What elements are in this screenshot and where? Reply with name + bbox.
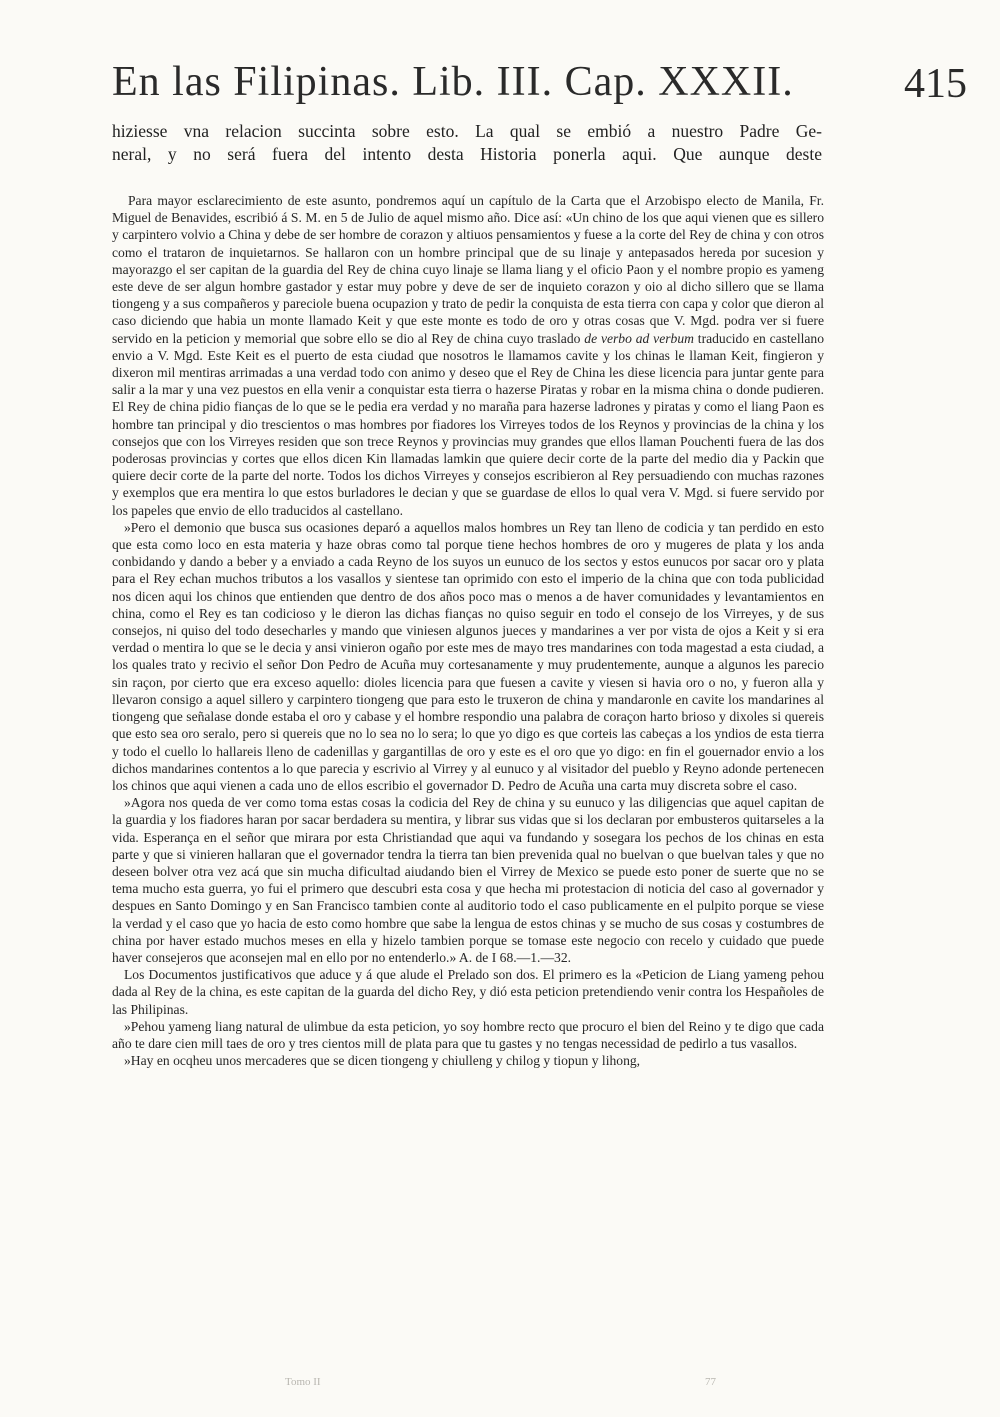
main-text-line-1: hiziesse vna relacion succinta sobre esto. La qual se embió a nuestro Padre Ge- (112, 121, 822, 141)
note-paragraph-3: »Agora nos queda de ver como toma estas cosas la codicia del Rey de china y su eunuco y las diligencias que aquel capitan de la guardia y los fiadores haran por sacar berdadera su mentira, y librar sus vidas que si los declaran por embusteros quitarseles a la vida. Esperança en el señor que mirara por esta Christiandad que aqui va fundando y sosegara los pechos de los chinas en esta parte y que si vinieren hallaran que el governador tendra la tierra tan bien prevenida qual no buelvan o que buelvan tales y que no deseen bolver otra vez acá que sin mucha dificultad aiudando bien el Virrey de Mexico se puede esto poner de suerte que no se tema mucho esta guerra, yo fui el primero que descubri esta cosa y que hecha mi protestacion di noticia del caso al governador y despues en Santo Domingo y en San Francisco tambien conte al auditorio todo el caso publicamente en el pulpito porque se viese la verdad y el caso que yo hacia de esto como hombre que sabe la lengua de estos chinas y se mucho de sus cosas y costumbres de china por haver estado muchos meses en ella y hizelo tambien porque se tomase este negocio con recelo y cuidado que puede haver consejeros que aconsejen mal en ello por no entenderlo.» A. de I 68.—1.—32. (112, 795, 824, 965)
note-paragraph-1 (112, 192, 824, 519)
note-paragraph-2: »Pero el demonio que busca sus ocasiones deparó a aquellos malos hombres un Rey tan lleno de codicia y tan perdido en esto que esta como loco en esta materia y haze obras como tal porque tiene hechos hombres de oro y mugeres de plata y los anda conbidando y dando a beber y a enviado a cada Reyno de los suyos un eunuco de los sectos y estos eunucos por sacar oro y plata para el Rey echan muchos tributos a los vasallos y sientese tan oprimido con esto el imperio de la china que con toda publicidad nos dicen aqui los chinos que entienden que dentro de dos años poco mas o menos a de haver comunidades y levantamientos en china, como el Rey es tan codicioso y le dieron las dichas fianças no quiso seguir en todo el consejo de los Virreyes, y de sus consejos, ni quiso del todo desecharles y mando que viniesen algunos jueces y mandarines a ver por vista de ojos a Keit y si era verdad o mentira lo que se le decia y ansi vinieron ogaño por este mes de mayo tres mandarines con toda magestad a esta ciudad, a los quales trato y recivio el señor Don Pedro de Acuña muy cortesanamente y muy prudentemente, aunque a algunos les parecio sin raçon, por cierto que era exceso aquello: dioles licencia para que fuesen a cavite y viesen si havia oro o no, y fueron alla y llevaron consigo a aquel sillero y carpintero tiongeng que para esto le truxeron de china y mandaronle en cavite los mandarines al tiongeng que señalase donde estaba el oro y cabase y el hombre respondio una palabra de coraçon harto brioso y dixoles si quereis que esto sea oro seralo, pero si quereis que no lo sea no lo sera; lo que yo digo es que corteis las cabeças a los yndios de esta tierra y todo el cuello lo hallareis lleno de cadenillas y gargantillas de oro y este es el oro que yo digo: en fin el gouernador envio a los dichos mandarines contentos a lo que parecia y escrivio al Virrey y al eunuco y al visitador del pueblo y Reyno adonde pertenecen los chinos que aqui vienen a cada uno de ellos escribio el governador D. Pedro de Acuña una carta muy discreta sobre el caso. (112, 519, 824, 793)
header-title: En las Filipinas. Lib. III. Cap. XXXII. (112, 59, 794, 105)
footer-signature: 77 (705, 1376, 716, 1388)
footnote-block (112, 192, 824, 1069)
note-italic-phrase: de verbo ad verbum (584, 330, 694, 346)
note-paragraph-5: »Pehou yameng liang natural de ulimbue da esta peticion, yo soy hombre recto que procuro el bien del Reino y te digo que cada año te dare cien mill taes de oro y tres cientos mill de plata para que tu gastes y no tengas necessidad de pedirlo a tus vasallos. (112, 1018, 824, 1051)
note-paragraph-1-continued: traducido en castellano envio a V. Mgd. Este Keit es el puerto de esta ciudad que nosotros le llamamos cavite y los chinas le llaman Keit, fingieron y dixeron mil mentiras arrimadas a una verdad todo con animo y deseo que el Rey de China les diese licencia para juntar gente para salir a la mar y una vez puestos en ella venir a conquistar esta tierra o hazerse Piratas y robar en la misma china o donde pudieren. El Rey de china pidio fianças de lo que se le pedia era verdad y no maraña para hazerse ladrones y piratas y como el liang Paon es hombre tan principal y dio trescientos o mas hombres por fiadores los Virreyes todos de los Reynos y provincias de la china y los consejos que con los Virreyes residen que son trece Reynos y provincias muy grandes que ellos llaman Pouchenti fuera de las dos poderosas provincias y cortes que ellos dicen Kin llamadas lamkin que quiere decir corte de la parte del medio dia y Packin que quiere decir corte de la parte del norte. Todos los dichos Virreyes y consejos escribieron al Rey persuadiendo con muchas razones y exemplos que era mentira lo que estos burladores le decian y que se guardase de ellos lo qual vera V. Mgd. si fuere servido por los papeles que envio de ello traducidos al castellano. (112, 330, 824, 518)
note-paragraph-1-text: Para mayor esclarecimiento de este asunto, pondremos aquí un capítulo de la Carta que el Arzobispo electo de Manila, Fr. Miguel de Benavides, escribió á S. M. en 5 de Julio de aquel mismo año. Dice así: «Un chino de los que aqui vienen que es sillero y carpintero volvio a China y debe de ser hombre de corazon y altiuos pensamientos y fuese a la corte del Rey de china y con otros como el trataron de inquietarnos. Se hallaron con un hombre principal que de su linaje y antepasados hereda por sucesion y mayorazgo el ser capitan de la guardia del Rey de china cuyo linaje se llama liang y el oficio Paon y el nombre propio es yameng este deve de ser algun hombre gastador y estar muy pobre y deve de ser de inquieto corazon y oio al dicho sillero que se llama tiongeng y a sus compañeros y pareciole buena ocupazion y trato de pedir la conquista de esta tierra con capa y color que dieron al caso diciendo que habia un monte llamado Keit y que este monte es todo de oro y otras cosas que V. Mgd. podra ver si fuere servido en la peticion y memorial que sobre ello se dio al Rey de china cuyo traslado (112, 193, 824, 346)
note-paragraph-6: »Hay en ocqheu unos mercaderes que se dicen tiongeng y chiulleng y chilog y tiopun y lihong, (124, 1053, 641, 1069)
page-number: 415 (904, 61, 967, 107)
main-text (112, 120, 822, 166)
main-text-line-2: neral, y no será fuera del intento desta Historia ponerla aqui. Que aunque deste (112, 144, 822, 164)
footer-volume: Tomo II (285, 1376, 321, 1388)
running-header (112, 58, 967, 118)
note-paragraph-4: Los Documentos justificativos que aduce y á que alude el Prelado son dos. El primero es la «Peticion de Liang yameng pehou dada al Rey de la china, es este capitan de la guarda del dicho Rey, y dió esta peticion pretendiendo venir contra los Hespañoles de las Philipinas. (112, 967, 824, 1017)
